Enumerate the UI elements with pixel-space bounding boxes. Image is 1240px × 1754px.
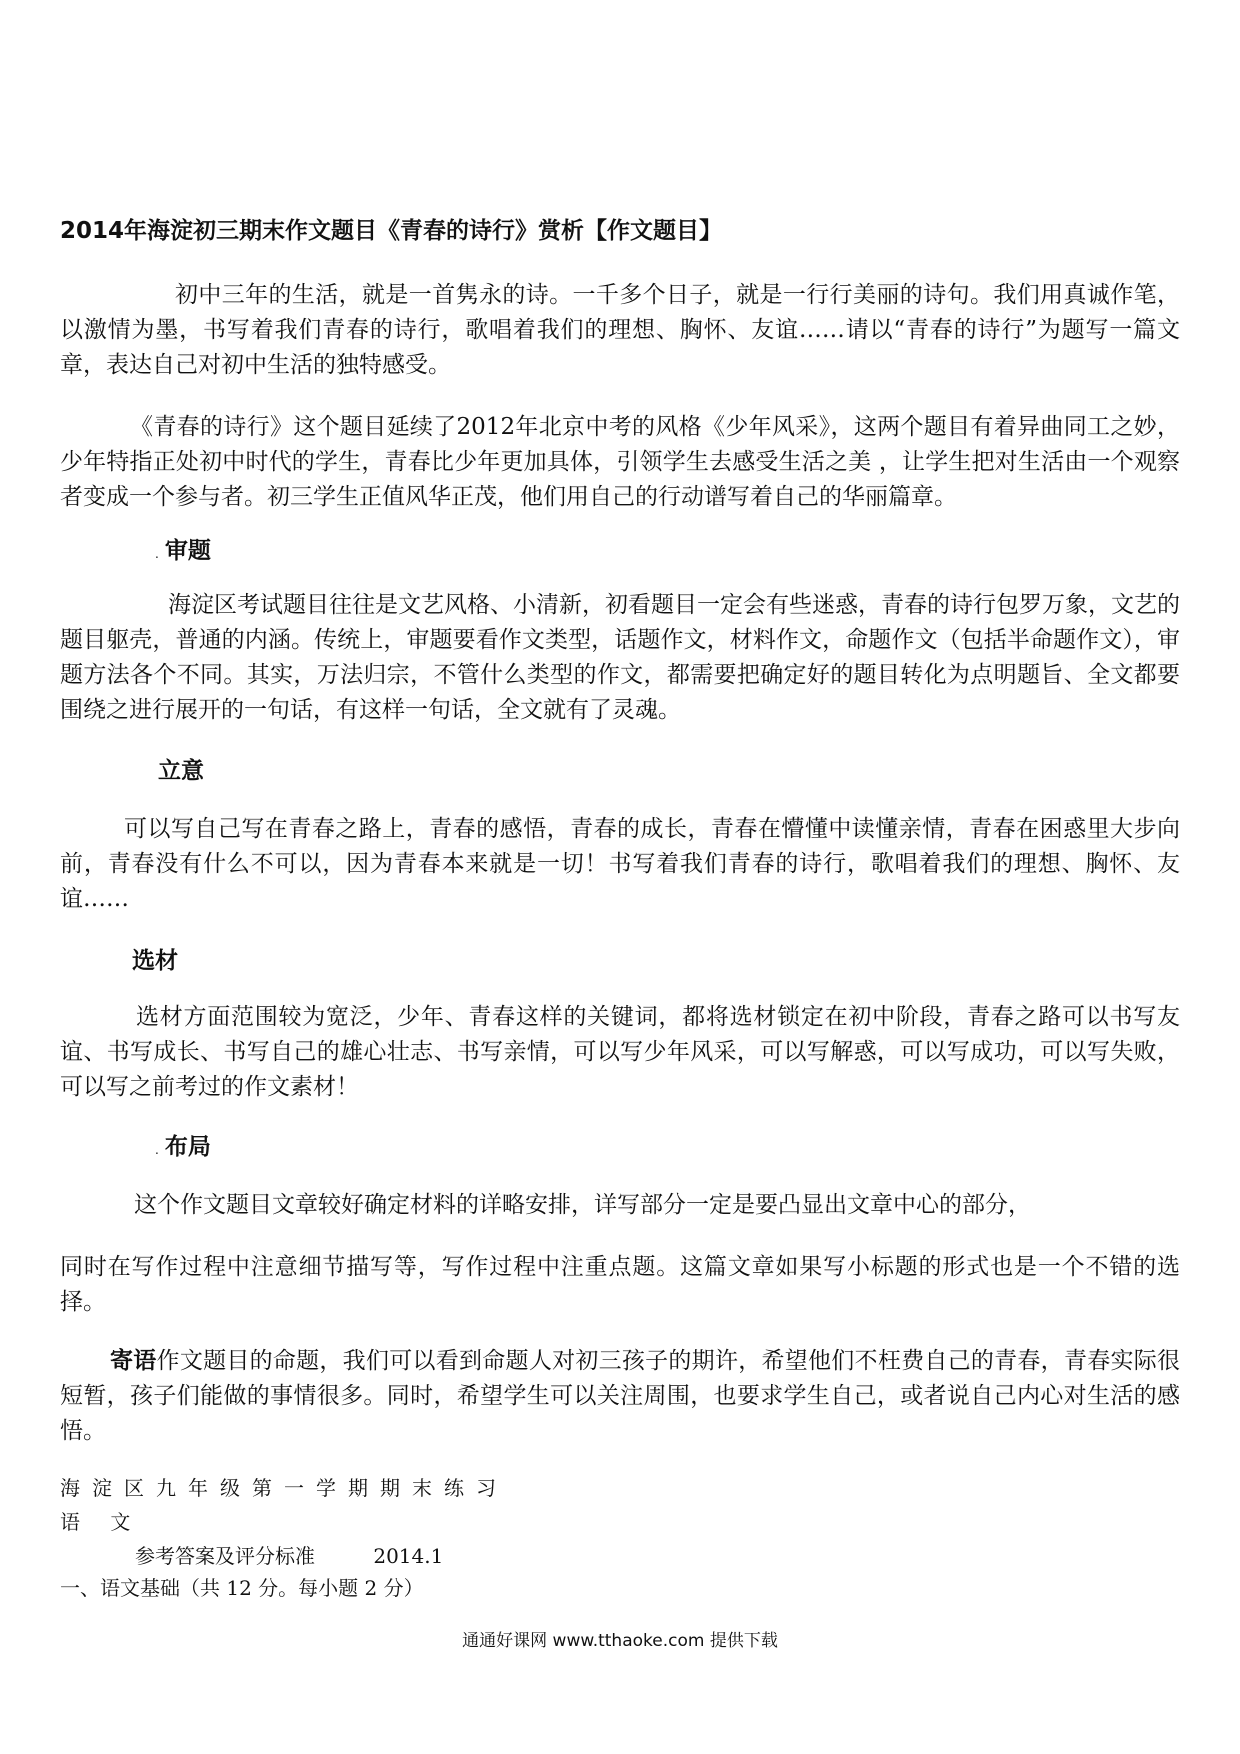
shenti-paragraph: 海淀区考试题目往往是文艺风格、小清新，初看题目一定会有些迷惑，青春的诗行包罗万象，文艺的题目躯壳，普通的内涵。传统上，审题要看作文类型，话题作文，材料作文，命题作文（包括半命题作文），审题方法各个不同。其实，万法归宗，不管什么类型的作文，都需要把确定好的题目转化为点明题旨、全文都要围绕之进行展开的一句话，有这样一句话，全文就有了灵魂。 <box>60 592 1180 723</box>
heading-text: 选材 <box>132 948 178 974</box>
bullet-dot-icon: . <box>155 1143 159 1157</box>
heading-text: 布局 <box>164 1134 211 1160</box>
xuancai-paragraph: 选材方面范围较为宽泛，少年、青春这样的关键词，都将选材锁定在初中阶段，青春之路可以书写友谊、书写成长、书写自己的雄心壮志、书写亲情，可以写少年风采，可以写解惑，可以写成功，可以写失败，可以写之前考过的作文素材！ <box>60 1004 1180 1100</box>
heading-text: 审题 <box>164 538 211 564</box>
exam-section-one: 一、语文基础（共 12 分。每小题 2 分） <box>60 1576 424 1600</box>
exam-answer-key <box>135 1542 443 1570</box>
heading-text: 立意 <box>158 758 204 784</box>
liyi-paragraph: 可以写自己写在青春之路上，青春的感悟，青春的成长，青春在懵懂中读懂亲情，青春在困惑里大步向前，青春没有什么不可以，因为青春本来就是一切！书写着我们青春的诗行，歌唱着我们的理想、胸怀、友谊…… <box>60 816 1180 912</box>
document-title: 2014年海淀初三期末作文题目《青春的诗行》赏析【作文题目】 <box>60 218 723 244</box>
jiyu-lead: 寄语 <box>110 1348 157 1374</box>
buju-paragraph-2: 同时在写作过程中注意细节描写等，写作过程中注重点题。这篇文章如果写小标题的形式也是一个不错的选择。 <box>60 1254 1180 1315</box>
section-heading-xuancai <box>132 942 178 975</box>
bullet-dot-icon: . <box>155 547 159 561</box>
answer-key-label: 参考答案及评分标准 <box>135 1544 315 1568</box>
exam-title: 海淀区九年级第一学期期末练习 <box>60 1476 508 1500</box>
exam-subject: 语 文 <box>60 1510 143 1534</box>
section-heading-shenti <box>155 532 211 565</box>
prompt-paragraph: 初中三年的生活，就是一首隽永的诗。一千多个日子，就是一行行美丽的诗句。我们用真诚作笔，以激情为墨，书写着我们青春的诗行，歌唱着我们的理想、胸怀、友谊……请以“青春的诗行”为题写一篇文章，表达自己对初中生活的独特感受。 <box>60 282 1180 378</box>
section-heading-liyi <box>158 752 204 785</box>
jiyu-paragraph <box>60 1344 1180 1449</box>
buju-paragraph-1: 这个作文题目文章较好确定材料的详略安排，详写部分一定是要凸显出文章中心的部分， <box>134 1192 1031 1218</box>
exam-date: 2014.1 <box>373 1544 444 1568</box>
jiyu-text: 作文题目的命题，我们可以看到命题人对初三孩子的期许，希望他们不枉费自己的青春，青春实际很短暂，孩子们能做的事情很多。同时，希望学生可以关注周围，也要求学生自己，或者说自己内心对生活的感悟。 <box>60 1348 1181 1444</box>
section-heading-buju <box>155 1128 211 1161</box>
analysis-paragraph: 《青春的诗行》这个题目延续了2012年北京中考的风格《少年风采》，这两个题目有着异曲同工之妙，少年特指正处初中时代的学生，青春比少年更加具体，引领学生去感受生活之美 ，让学生把对生活由一个观察者变成一个参与者。初三学生正值风华正茂，他们用自己的行动谱写着自己的华丽篇章。 <box>60 414 1180 510</box>
download-footer: 通通好课网 www.tthaoke.com 提供下载 <box>462 1631 778 1651</box>
